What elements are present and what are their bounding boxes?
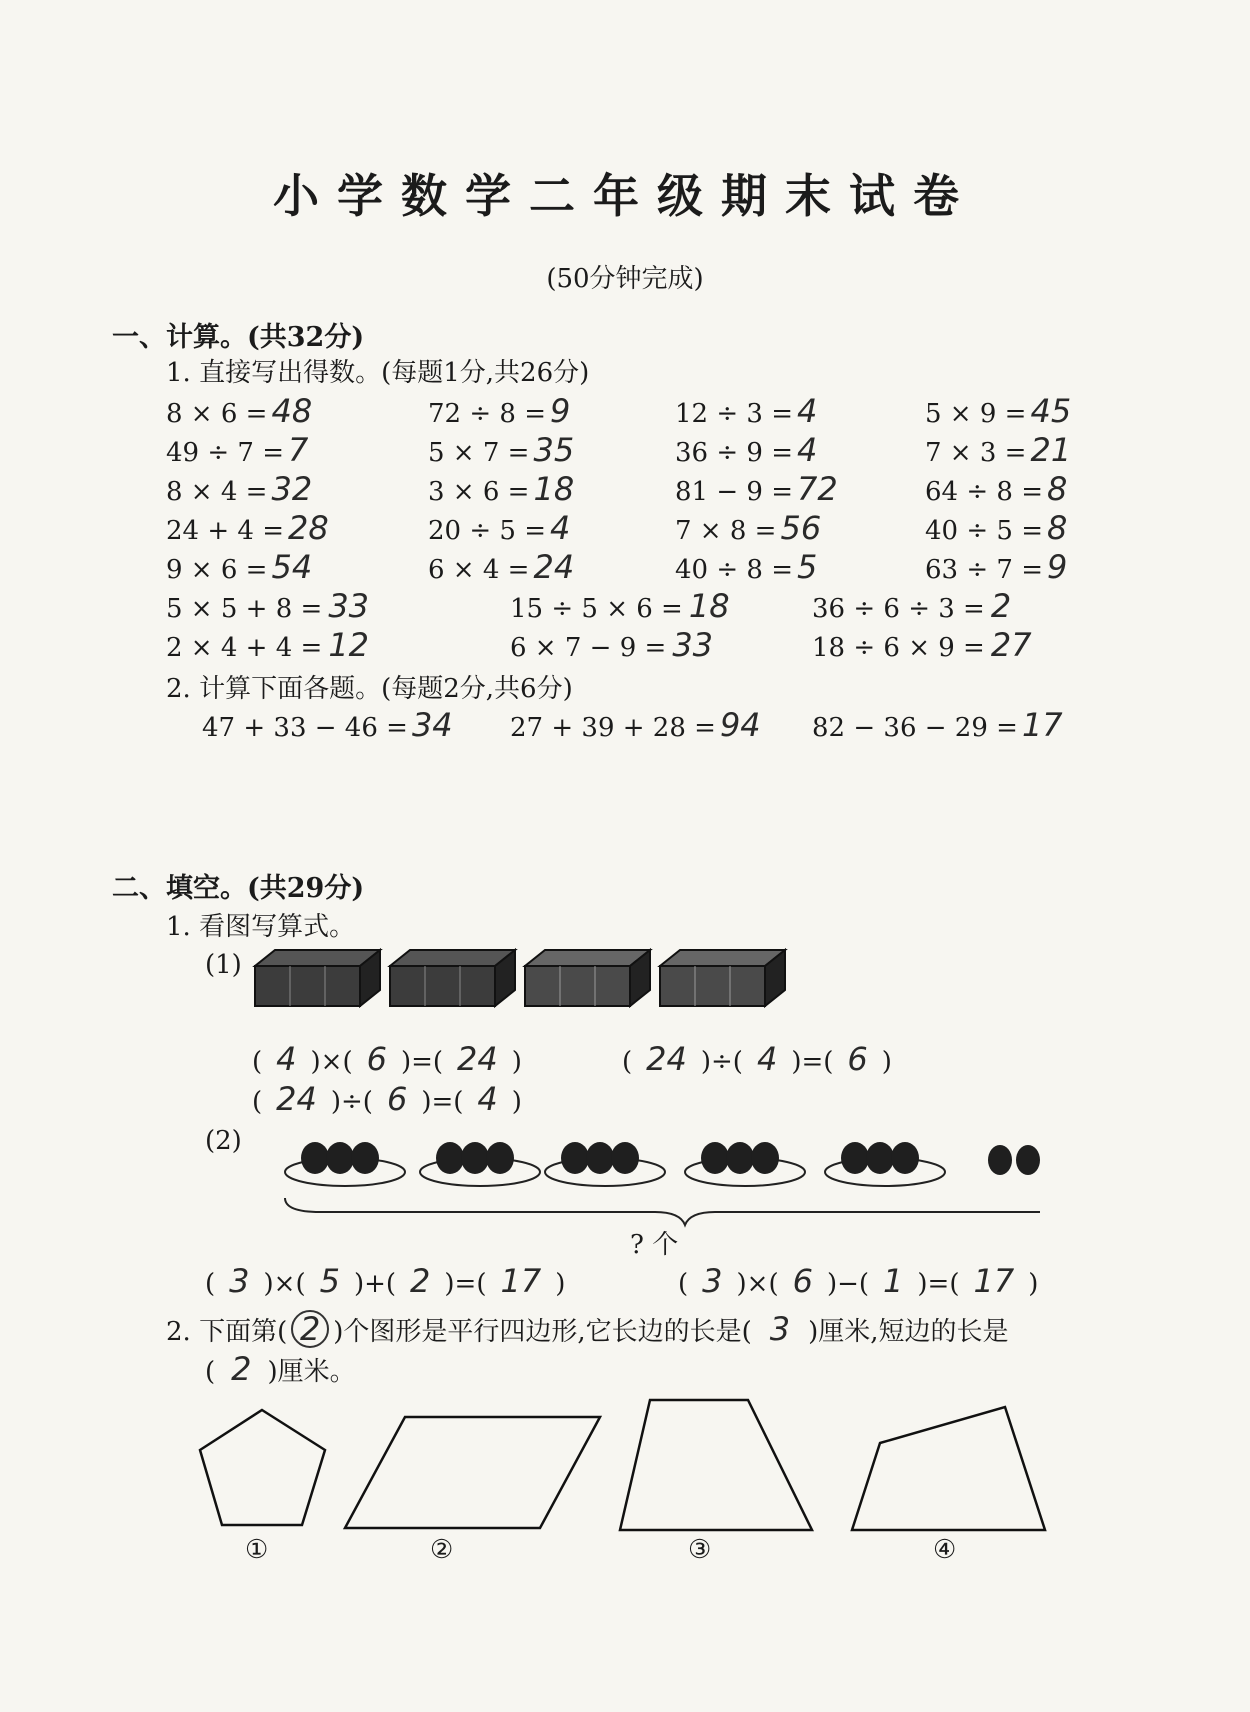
p1-eq1-c: 24 [457, 1040, 498, 1078]
calc-answer: 18 [533, 470, 575, 508]
calc-answer: 5 [797, 548, 818, 586]
calc-question: 40 ÷ 5 = [925, 516, 1043, 546]
calc-answer: 24 [533, 548, 575, 586]
calc-question: 27 + 39 + 28 = [510, 713, 716, 743]
strawberry [866, 1142, 894, 1174]
section-1-part-1-label: 1. 直接写出得数。(每题1分,共26分) [166, 358, 590, 388]
calc-answer: 9 [1047, 548, 1068, 586]
calc-item-part2 [202, 706, 467, 744]
calc-question: 7 × 3 = [925, 438, 1027, 468]
p2-eq1-d: 17 [500, 1262, 542, 1300]
brace [285, 1198, 1040, 1225]
picture-2-equation-1: ( 3 )×( 5 )+( 2 )=( 17 ) [205, 1262, 566, 1300]
calc-answer: 21 [1030, 431, 1072, 469]
p2-eq2-a: 3 [702, 1262, 723, 1300]
calc-question: 8 × 4 = [166, 477, 268, 507]
shapes-figure [0, 1395, 1250, 1535]
calc-answer: 27 [990, 626, 1032, 664]
calc-answer: 33 [672, 626, 714, 664]
p1-eq2-a: 24 [646, 1040, 687, 1078]
calc-item [428, 470, 588, 508]
p1-eq1-a: 4 [276, 1040, 297, 1078]
trapezoid-shape [620, 1400, 812, 1530]
calc-item [166, 587, 383, 625]
picture-1-equation-3: ( 24 )÷( 6 )=( 4 ) [252, 1080, 522, 1118]
picture-2-label: (2) [205, 1126, 242, 1156]
strawberry [891, 1142, 919, 1174]
calc-question: 63 ÷ 7 = [925, 555, 1043, 585]
calc-answer: 9 [550, 392, 571, 430]
p1-eq2-c: 6 [847, 1040, 868, 1078]
strawberry [611, 1142, 639, 1174]
strawberry [841, 1142, 869, 1174]
calc-item [675, 548, 831, 586]
calc-item [166, 548, 326, 586]
calc-item [925, 509, 1081, 547]
calc-item-part2 [812, 706, 1077, 744]
strawberry-extra [988, 1145, 1012, 1175]
p1-eq3-b: 6 [386, 1080, 408, 1118]
strawberry [461, 1142, 489, 1174]
strawberry [486, 1142, 514, 1174]
strawberry [561, 1142, 589, 1174]
cube-blocks-picture [255, 946, 795, 1016]
calc-item [510, 587, 744, 625]
calc-question: 5 × 7 = [428, 438, 530, 468]
calc-question: 6 × 7 − 9 = [510, 633, 667, 663]
calc-answer: 7 [288, 431, 309, 469]
strawberry [326, 1142, 354, 1174]
strawberry [701, 1142, 729, 1174]
brace-label: ? 个 [630, 1230, 679, 1260]
calc-item [925, 470, 1081, 508]
part2-suffix: )厘米,短边的长是 [808, 1317, 1009, 1347]
cube-block-1 [255, 950, 380, 1006]
calc-question: 40 ÷ 8 = [675, 555, 793, 585]
section-2-part-1-label: 1. 看图写算式。 [166, 912, 356, 942]
quadrilateral-shape [852, 1407, 1045, 1530]
calc-item [166, 470, 326, 508]
strawberry [751, 1142, 779, 1174]
calc-item [428, 548, 588, 586]
calc-question: 5 × 9 = [925, 399, 1027, 429]
calc-answer: 18 [688, 587, 730, 625]
p2-eq1-b: 5 [319, 1262, 340, 1300]
calc-question: 81 − 9 = [675, 477, 793, 507]
calc-question: 3 × 6 = [428, 477, 530, 507]
calc-answer: 2 [990, 587, 1012, 625]
strawberry-extra [1016, 1145, 1040, 1175]
cube-block-3 [525, 950, 650, 1006]
calc-answer: 94 [719, 706, 761, 744]
calc-item [675, 470, 852, 508]
p2-eq2-d: 17 [973, 1262, 1015, 1300]
calc-item [428, 509, 584, 547]
strawberry [726, 1142, 754, 1174]
calc-question: 36 ÷ 9 = [675, 438, 793, 468]
strawberry [301, 1142, 329, 1174]
calc-item [812, 587, 1025, 625]
page-subtitle: (50分钟完成) [546, 264, 704, 294]
calc-question: 20 ÷ 5 = [428, 516, 546, 546]
shape-answer: 2 [291, 1310, 329, 1348]
calc-question: 36 ÷ 6 ÷ 3 = [812, 594, 985, 624]
calc-question: 7 × 8 = [675, 516, 777, 546]
calc-answer: 4 [797, 431, 818, 469]
calc-answer: 56 [780, 509, 822, 547]
calc-answer: 72 [797, 470, 838, 508]
shape-label-3: ③ [688, 1535, 712, 1565]
calc-item [925, 431, 1085, 469]
calc-item-part2 [510, 706, 775, 744]
picture-1-equation-2: ( 24 )÷( 4 )=( 6 ) [622, 1040, 892, 1078]
calc-question: 47 + 33 − 46 = [202, 713, 408, 743]
calc-item [675, 509, 835, 547]
calc-item [166, 626, 383, 664]
p1-eq1-b: 6 [366, 1040, 387, 1078]
calc-answer: 54 [271, 548, 313, 586]
calc-item [166, 431, 322, 469]
part2-mid: )个图形是平行四边形,它长边的长是( [333, 1317, 752, 1347]
strawberry-plates-picture [280, 1120, 1060, 1230]
calc-answer: 28 [288, 509, 329, 547]
p1-eq2-b: 4 [756, 1040, 778, 1078]
p2-eq2-b: 6 [792, 1262, 813, 1300]
calc-item [428, 431, 588, 469]
part2-prefix: 2. 下面第( [166, 1317, 288, 1347]
calc-answer: 45 [1030, 392, 1072, 430]
calc-answer: 8 [1047, 509, 1068, 547]
picture-1-label: (1) [205, 950, 242, 980]
calc-answer: 48 [271, 392, 313, 430]
part2-line2-close: )厘米。 [267, 1357, 356, 1387]
calc-question: 18 ÷ 6 × 9 = [812, 633, 985, 663]
calc-question: 82 − 36 − 29 = [812, 713, 1018, 743]
calc-answer: 12 [328, 626, 370, 664]
long-side-answer: 3 [769, 1310, 791, 1348]
calc-question: 72 ÷ 8 = [428, 399, 546, 429]
section-2-part-2-question [166, 1310, 1009, 1348]
strawberry [436, 1142, 464, 1174]
calc-answer: 35 [533, 431, 575, 469]
calc-answer: 33 [328, 587, 370, 625]
calc-question: 12 ÷ 3 = [675, 399, 793, 429]
section-2-heading: 二、填空。(共29分) [112, 873, 365, 904]
calc-answer: 8 [1047, 470, 1068, 508]
calc-question: 5 × 5 + 8 = [166, 594, 323, 624]
shape-label-1: ① [245, 1535, 269, 1565]
calc-item [925, 548, 1081, 586]
strawberry [351, 1142, 379, 1174]
section-2-part-2-line2 [205, 1350, 356, 1388]
calc-question: 15 ÷ 5 × 6 = [510, 594, 683, 624]
p2-eq1-c: 2 [410, 1262, 431, 1300]
calc-question: 24 + 4 = [166, 516, 284, 546]
part2-line2-open: ( [205, 1357, 216, 1387]
parallelogram-shape [345, 1417, 600, 1528]
calc-item [510, 626, 727, 664]
picture-1-equation-1: ( 4 )×( 6 )=( 24 ) [252, 1040, 522, 1078]
calc-question: 49 ÷ 7 = [166, 438, 284, 468]
picture-2-equation-2: ( 3 )×( 6 )−( 1 )=( 17 ) [678, 1262, 1039, 1300]
calc-item [166, 509, 343, 547]
pentagon-shape [200, 1410, 325, 1525]
calc-item [812, 626, 1046, 664]
calc-question: 2 × 4 + 4 = [166, 633, 323, 663]
calc-item [166, 392, 326, 430]
section-1-heading: 一、计算。(共32分) [112, 322, 365, 353]
strawberry [586, 1142, 614, 1174]
calc-item [428, 392, 584, 430]
calc-question: 64 ÷ 8 = [925, 477, 1043, 507]
p2-eq1-a: 3 [229, 1262, 250, 1300]
calc-item [675, 431, 831, 469]
calc-answer: 4 [550, 509, 571, 547]
calc-answer: 17 [1021, 706, 1063, 744]
page-title: 小学数学二年级期末试卷 [273, 169, 977, 223]
calc-answer: 32 [271, 470, 313, 508]
calc-answer: 34 [411, 706, 453, 744]
calc-question: 9 × 6 = [166, 555, 268, 585]
shape-label-4: ④ [933, 1535, 957, 1565]
p2-eq2-c: 1 [883, 1262, 904, 1300]
calc-item [675, 392, 831, 430]
shape-label-2: ② [430, 1535, 454, 1565]
p1-eq3-a: 24 [276, 1080, 317, 1118]
cube-block-4 [660, 950, 785, 1006]
p1-eq3-c: 4 [477, 1080, 498, 1118]
cube-block-2 [390, 950, 515, 1006]
calc-question: 8 × 6 = [166, 399, 268, 429]
section-1-part-2-label: 2. 计算下面各题。(每题2分,共6分) [166, 674, 573, 704]
calc-item [925, 392, 1085, 430]
short-side-answer: 2 [231, 1350, 252, 1388]
calc-question: 6 × 4 = [428, 555, 530, 585]
calc-answer: 4 [797, 392, 818, 430]
